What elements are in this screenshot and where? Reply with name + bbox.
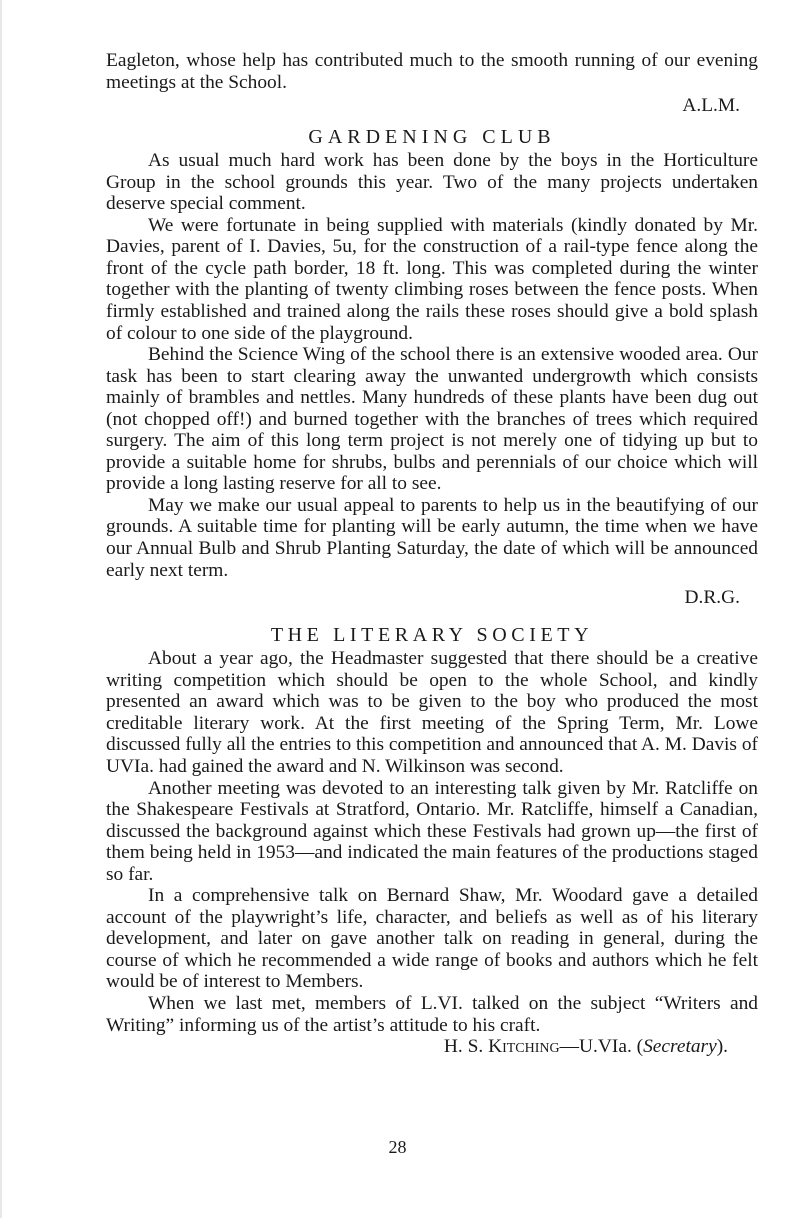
secretary-initials: H. S. (443, 1036, 489, 1058)
page-number: 28 (388, 1137, 407, 1157)
page-edge-shadow (0, 0, 2, 1218)
literary-paragraph-2: Another meeting was devoted to an interesting talk given by Mr. Ratcliffe on the Shakespeare Festivals at Stratford, Ontario. Mr. Ratcliffe, himself a Canadian, discussed the background against which these Festivals had grown up—the first of them being held in 1953—and indicated the main features of the productions staged so far. (106, 777, 758, 885)
literary-society-heading: THE LITERARY SOCIETY (270, 623, 594, 646)
secretary-form: —U.VIa. ( (559, 1036, 644, 1058)
continuation-paragraph: Eagleton, whose help has contributed much to the smooth running of our evening meetings at the School. (106, 50, 758, 93)
signature-secretary (106, 1036, 728, 1058)
gardening-paragraph-4: May we make our usual appeal to parents to help us in the beautifying of our grounds. A suitable time for planting will be early autumn, the time when we have our Annual Bulb and Shrub Planting Saturday, the date of which will be announced early next term. (106, 494, 758, 581)
page-body (106, 50, 758, 1058)
gardening-paragraph-3: Behind the Science Wing of the school there is an extensive wooded area. Our task has been to start clearing away the unwanted undergrowth which consists mainly of brambles and nettles. Many hundreds of these plants have been dug out (not chopped off!) and burned together with the branches of trees which required surgery. The aim of this long term project is not merely one of tidying up but to provide a suitable home for shrubs, bulbs and perennials of our choice which will provide a long lasting reserve for all to see. (106, 344, 758, 495)
secretary-surname: Kitching (488, 1036, 560, 1058)
gardening-paragraph-1: As usual much hard work has been done by the boys in the Horticulture Group in the school grounds this year. Two of the many projects undertaken deserve special comment. (106, 150, 758, 215)
gardening-club-heading: GARDENING CLUB (308, 125, 556, 148)
literary-paragraph-4: When we last met, members of L.VI. talked on the subject “Writers and Writing” informing us of the artist’s attitude to his craft. (106, 992, 758, 1036)
secretary-role: Secretary (643, 1036, 717, 1058)
literary-paragraph-3: In a comprehensive talk on Bernard Shaw, Mr. Woodard gave a detailed account of the playwright’s life, character, and beliefs as well as of his literary development, and later on gave another talk on reading in general, during the course of which he recommended a wide range of books and authors which he felt would be of interest to Members. (106, 885, 758, 993)
secretary-close: ). (716, 1036, 728, 1058)
gardening-paragraph-2: We were fortunate in being supplied with materials (kindly donated by Mr. Davies, parent of I. Davies, 5u, for the construction of a rail-type fence along the front of the cycle path border, 18 ft. long. This was completed during the winter together with the planting of twenty climbing roses between the fence posts. When firmly established and trained along the rails these roses should give a bold splash of colour to one side of the playground. (106, 214, 758, 344)
literary-paragraph-1: About a year ago, the Headmaster suggested that there should be a creative writing competition which should be open to the whole School, and kindly presented an award which was to be given to the boy who produced the most creditable literary work. At the first meeting of the Spring Term, Mr. Lowe discussed fully all the entries to this competition and announced that A. M. Davis of UVIa. had gained the award and N. Wilkinson was second. (106, 648, 758, 777)
signature-drg: D.R.G. (684, 587, 740, 609)
signature-alm: A.L.M. (682, 95, 740, 117)
